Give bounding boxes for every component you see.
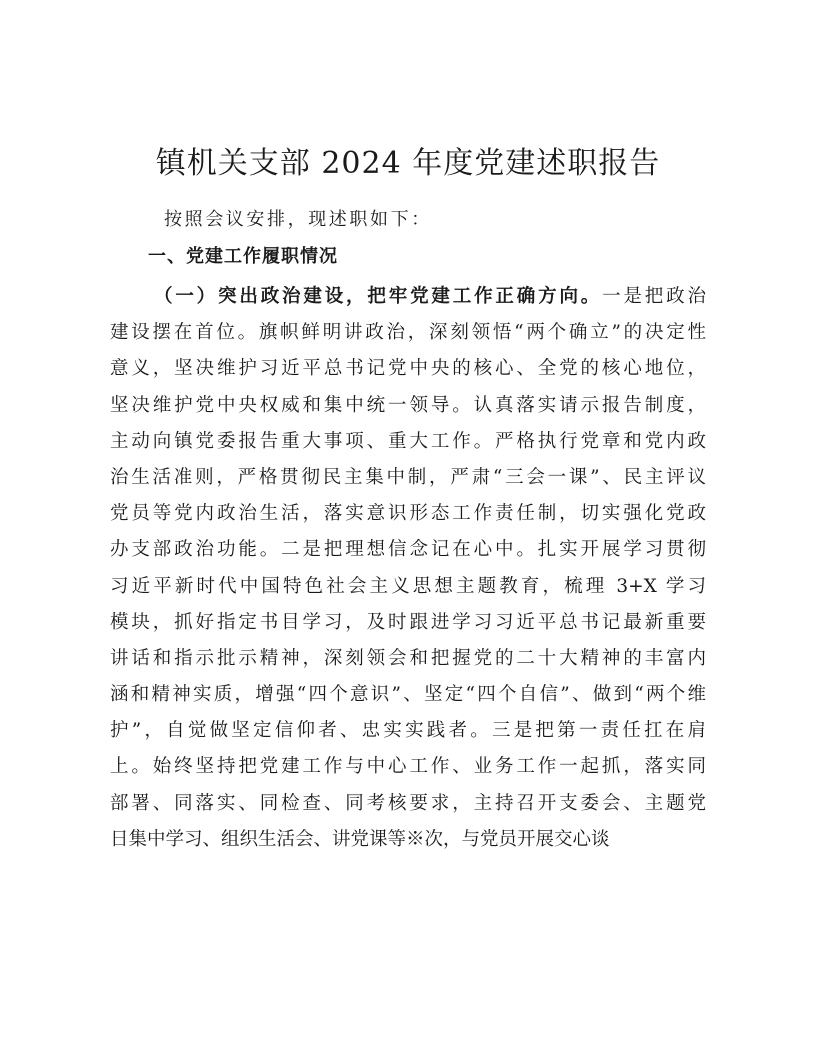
paragraph-line: 上。始终坚持把党建工作与中心工作、业务工作一起抓，落实同 <box>110 756 706 778</box>
paragraph-line: 主动向镇党委报告重大事项、重大工作。严格执行党章和党内政 <box>110 430 706 452</box>
paragraph-line: 办支部政治功能。二是把理想信念记在心中。扎实开展学习贯彻 <box>110 539 706 561</box>
document-title: 镇机关支部 2024 年度党建述职报告 <box>155 146 661 181</box>
body-paragraph <box>110 279 706 858</box>
paragraph-line: 部署、同落实、同检查、同考核要求，主持召开支委会、主题党 <box>110 792 706 814</box>
paragraph-line <box>110 279 706 315</box>
paragraph-lead: （一）突出政治建设，把牢党建工作正确方向。 <box>154 286 603 307</box>
paragraph-line: 治生活准则，严格贯彻民主集中制，严肃“三会一课”、民主评议 <box>110 466 706 488</box>
paragraph-line: 坚决维护党中央权威和集中统一领导。认真落实请示报告制度， <box>110 394 706 416</box>
paragraph-line-text: 一是把政治 <box>602 286 706 307</box>
paragraph-line: 习近平新时代中国特色社会主义思想主题教育，梳理 3+X 学习 <box>110 575 706 597</box>
paragraph-line: 讲话和指示批示精神，深刻领会和把握党的二十大精神的丰富内 <box>110 647 706 669</box>
paragraph-line: 建设摆在首位。旗帜鲜明讲政治，深刻领悟“两个确立”的决定性 <box>110 322 706 344</box>
intro-text: 按照会议安排，现述职如下： <box>164 209 432 230</box>
section-heading: 一、党建工作履职情况 <box>148 246 338 267</box>
paragraph-line: 模块，抓好指定书目学习，及时跟进学习习近平总书记最新重要 <box>110 611 706 633</box>
paragraph-line: 意义，坚决维护习近平总书记党中央的核心、全党的核心地位， <box>110 358 706 380</box>
paragraph-line: 党员等党内政治生活，落实意识形态工作责任制，切实强化党政 <box>110 503 706 525</box>
paragraph-line: 涵和精神实质，增强“四个意识”、坚定“四个自信”、做到“两个维 <box>110 684 706 706</box>
paragraph-line: 日集中学习、组织生活会、讲党课等※次，与党员开展交心谈 <box>110 828 610 850</box>
paragraph-line: 护”，自觉做坚定信仰者、忠实实践者。三是把第一责任扛在肩 <box>110 720 706 742</box>
